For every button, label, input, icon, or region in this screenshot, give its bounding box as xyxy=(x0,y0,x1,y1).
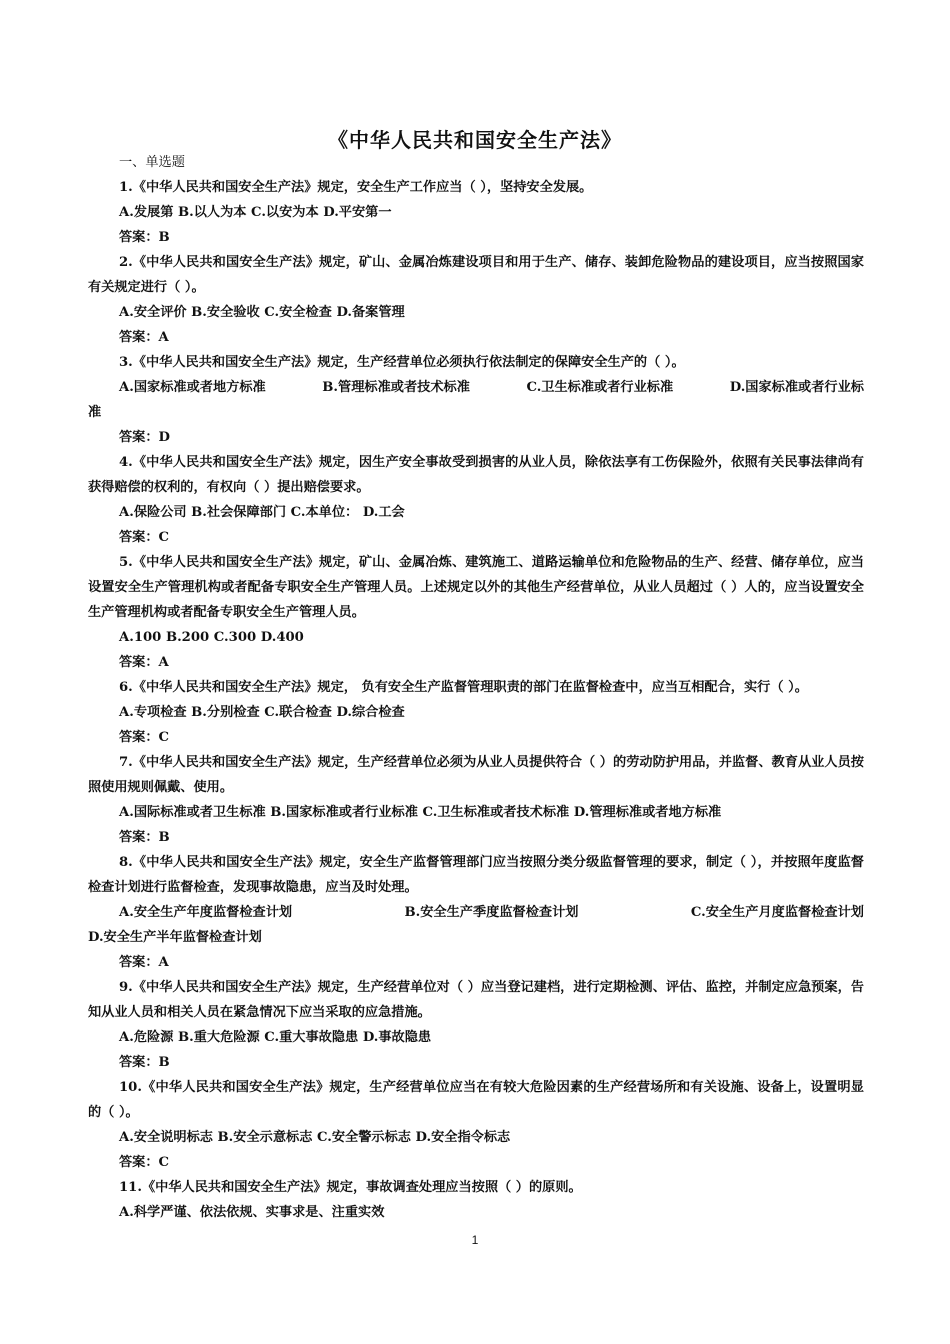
question-1-text: 1.《中华人民共和国安全生产法》规定，安全生产工作应当（ ），坚持安全发展。 xyxy=(119,180,593,195)
question-2-text: 2.《中华人民共和国安全生产法》规定，矿山、金属冶炼建设项目和用于生产、储存、装卸危险物品的建设项目，应当按照国家有关规定进行（ ）。 xyxy=(88,255,864,295)
question-8-option-b: B.安全生产季度监督检查计划 xyxy=(404,905,579,920)
question-2-answer: 答案：A xyxy=(119,330,169,345)
question-8-options-tail: D.安全生产半年监督检查计划 xyxy=(88,930,262,945)
question-8-option-c: C.安全生产月度监督检查计划 xyxy=(690,905,864,920)
question-3-option-a: A.国家标准或者地方标准 xyxy=(119,380,266,395)
section-heading: 一、单选题 xyxy=(119,155,185,170)
question-9-answer: 答案：B xyxy=(119,1055,170,1070)
question-3-option-b: B.管理标准或者技术标准 xyxy=(322,380,470,395)
question-8-options xyxy=(88,900,864,925)
question-7-text: 7.《中华人民共和国安全生产法》规定，生产经营单位必须为从业人员提供符合（ ）的劳动防护用品，并监督、教育从业人员按照使用规则佩戴、使用。 xyxy=(88,755,864,795)
question-3-text: 3.《中华人民共和国安全生产法》规定，生产经营单位必须执行依法制定的保障安全生产的（ ）。 xyxy=(119,355,685,370)
question-7-answer: 答案：B xyxy=(119,830,170,845)
question-3-options xyxy=(88,375,864,400)
question-9-options: A.危险源 B.重大危险源 C.重大事故隐患 D.事故隐患 xyxy=(119,1030,432,1045)
document-body xyxy=(88,150,864,1225)
question-6-answer: 答案：C xyxy=(119,730,170,745)
question-10-answer: 答案：C xyxy=(119,1155,170,1170)
question-10-text: 10.《中华人民共和国安全生产法》规定，生产经营单位应当在有较大危险因素的生产经营场所和有关设施、设备上，设置明显的（ ）。 xyxy=(88,1080,864,1120)
question-3-option-c: C.卫生标准或者行业标准 xyxy=(526,380,674,395)
question-4-text: 4.《中华人民共和国安全生产法》规定，因生产安全事故受到损害的从业人员，除依法享有工伤保险外，依照有关民事法律尚有获得赔偿的权利的，有权向（ ）提出赔偿要求。 xyxy=(88,455,864,495)
document-title: 《中华人民共和国安全生产法》 xyxy=(328,128,622,152)
question-3-option-d: D.国家标准或者行业标 xyxy=(729,380,864,395)
question-1-answer: 答案：B xyxy=(119,230,170,245)
question-8-answer: 答案：A xyxy=(119,955,169,970)
question-1-options: A.发展第 B.以人为本 C.以安为本 D.平安第一 xyxy=(119,205,392,220)
question-11-text: 11.《中华人民共和国安全生产法》规定，事故调查处理应当按照（ ）的原则。 xyxy=(119,1180,582,1195)
question-5-answer: 答案：A xyxy=(119,655,169,670)
question-8-text: 8.《中华人民共和国安全生产法》规定，安全生产监督管理部门应当按照分类分级监督管理的要求，制定（ ），并按照年度监督检查计划进行监督检查，发现事故隐患，应当及时处理。 xyxy=(88,855,864,895)
question-5-options: A.100 B.200 C.300 D.400 xyxy=(119,630,304,645)
question-7-options: A.国际标准或者卫生标准 B.国家标准或者行业标准 C.卫生标准或者技术标准 D.管理标准或者地方标准 xyxy=(119,805,722,820)
question-5-text: 5.《中华人民共和国安全生产法》规定，矿山、金属冶炼、建筑施工、道路运输单位和危险物品的生产、经营、储存单位，应当设置安全生产管理机构或者配备专职安全生产管理人员。上述规定以外的其他生产经营单位，从业人员超过（ ）人的，应当设置安全生产管理机构或者配备专职安全生产管理人员。 xyxy=(88,555,864,620)
question-3-options-tail: 准 xyxy=(88,405,102,420)
question-8-option-a: A.安全生产年度监督检查计划 xyxy=(119,905,293,920)
question-9-text: 9.《中华人民共和国安全生产法》规定，生产经营单位对（ ）应当登记建档，进行定期检测、评估、监控，并制定应急预案，告知从业人员和相关人员在紧急情况下应当采取的应急措施。 xyxy=(88,980,864,1020)
question-6-text: 6.《中华人民共和国安全生产法》规定， 负有安全生产监督管理职责的部门在监督检查中，应当互相配合，实行（ ）。 xyxy=(119,680,808,695)
page-number: 1 xyxy=(471,1233,479,1247)
question-4-options: A.保险公司 B.社会保障部门 C.本单位： D.工会 xyxy=(119,505,405,520)
question-10-options: A.安全说明标志 B.安全示意标志 C.安全警示标志 D.安全指令标志 xyxy=(119,1130,511,1145)
question-2-options: A.安全评价 B.安全验收 C.安全检查 D.备案管理 xyxy=(119,305,405,320)
question-6-options: A.专项检查 B.分别检查 C.联合检查 D.综合检查 xyxy=(119,705,405,720)
question-3-answer: 答案：D xyxy=(119,430,170,445)
question-11-options: A.科学严谨、依法依规、实事求是、注重实效 xyxy=(119,1205,385,1220)
question-4-answer: 答案：C xyxy=(119,530,170,545)
